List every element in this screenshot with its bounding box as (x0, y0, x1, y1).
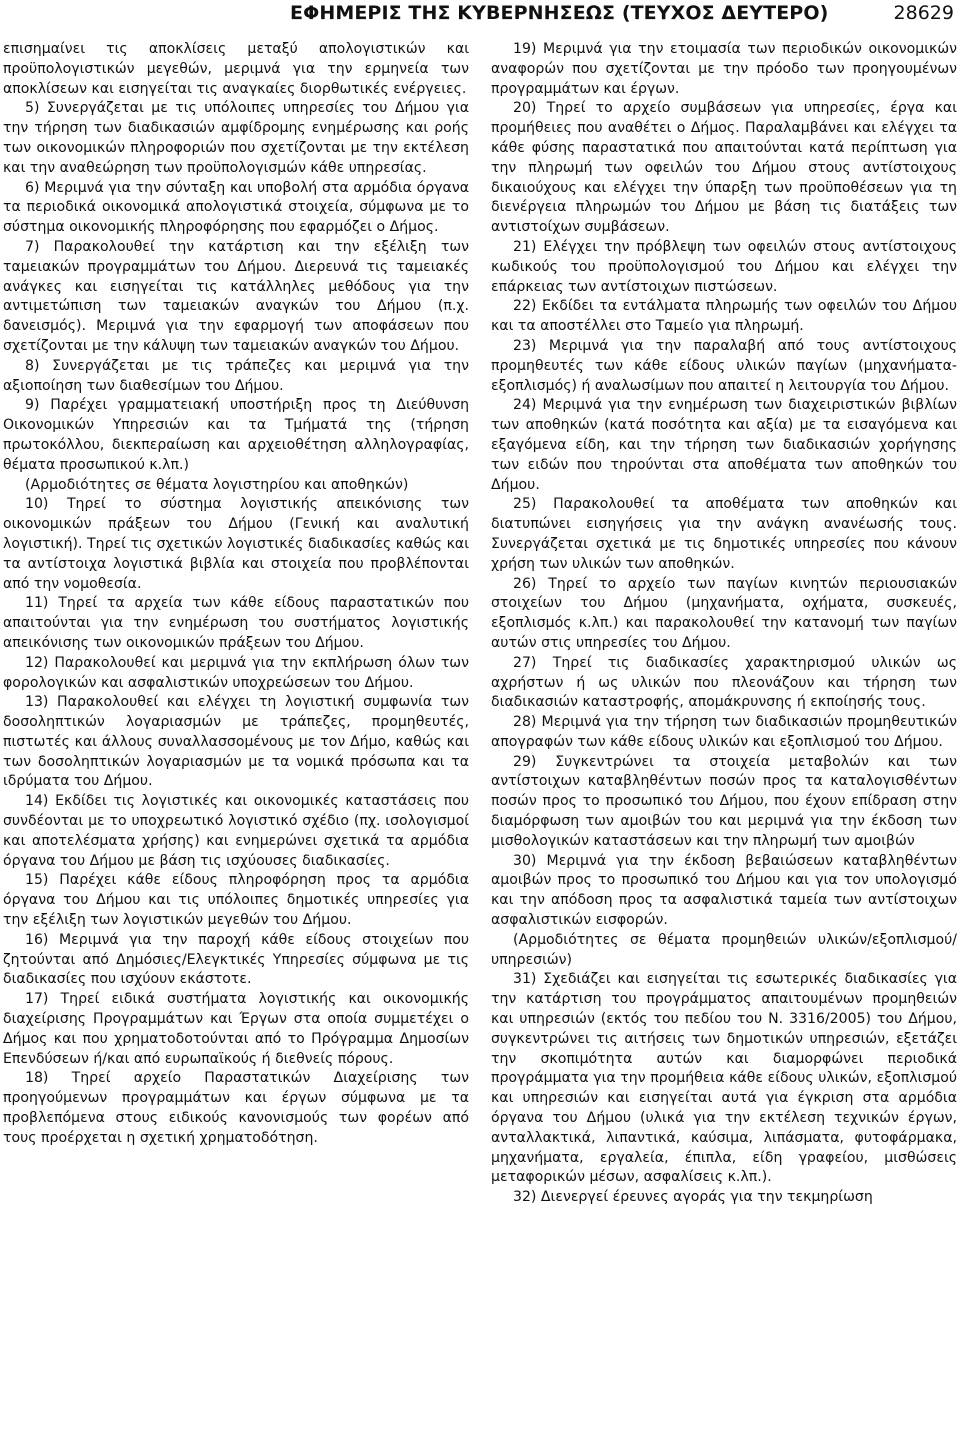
right-column (491, 40, 957, 1208)
paragraph: 29) Συγκεντρώνει τα στοιχεία μεταβολών και των αντίστοιχων καταβληθέντων ποσών προς τα καταλογισθέντων ποσών προς το προσωπικό του Δήμου, που έχουν επίδραση στην διαμόρφωση των αμοιβών του και μεριμνά για την έκδοση των μισθολογικών καταστάσεων και την πληρωμή των αμοιβών (491, 753, 957, 849)
paragraph: 13) Παρακολουθεί και ελέγχει τη λογιστική συμφωνία των δοσοληπτικών λογαριασμών με τράπεζες, προμηθευτές, πιστωτές και άλλους συναλλασσομένους με τον Δήμο, καθώς και των δοσοληπτικών λογαριασμών με τα νομικά πρόσωπα και τα ιδρύματα του Δήμου. (3, 694, 469, 790)
paragraph: 24) Μεριμνά για την ενημέρωση των διαχειριστικών βιβλίων των αποθηκών (κατά ποσότητα και αξία) με τα εισαγόμενα και εξαγόμενα είδη, και την τήρηση των διαδικασιών χορήγησης των ειδών που τηρούνται στα αποθέματα των αποθηκών του Δήμου. (491, 397, 957, 493)
paragraph: 15) Παρέχει κάθε είδους πληροφόρηση προς τα αρμόδια όργανα του Δήμου και τις υπόλοιπες δημοτικές υπηρεσίες για την εξέλιξη των λογιστικών μεγεθών του Δήμου. (3, 872, 469, 929)
paragraph: 22) Εκδίδει τα εντάλματα πληρωμής των οφειλών του Δήμου και τα αποστέλλει στο Ταμείο για πληρωμή. (491, 298, 957, 335)
paragraph: 10) Τηρεί το σύστημα λογιστικής απεικόνισης των οικονομικών πράξεων του Δήμου (Γενική και αναλυτική λογιστική). Τηρεί τις σχετικών λογιστικές διαδικασίες καθώς και τα αντίστοιχα λογιστικά βιβλία και στοιχεία που προβλέπονται από την νομοθεσία. (3, 496, 469, 592)
paragraph: 12) Παρακολουθεί και μεριμνά για την εκπλήρωση όλων των φορολογικών και ασφαλιστικών υποχρεώσεων του Δήμου. (3, 654, 469, 691)
paragraph: 31) Σχεδιάζει και εισηγείται τις εσωτερικές διαδικασίες για την κατάρτιση του προγράμματος απαιτουμένων προμηθειών και υπηρεσιών (εκτός του πεδίου του Ν. 3316/2005) του Δήμου, συγκεντρώνει τις αιτήσεις των δημοτικών υπηρεσιών, εξετάζει την σκοπιμότητα αυτών και διαμορφώνει περιοδικά προγράμματα για την προμήθεια κάθε είδους υλικών, εξοπλισμού και υπηρεσιών και εισηγείται αυτά για έγκριση στα αρμόδια όργανα του Δήμου (υλικά για την εκτέλεση τεχνικών έργων, ανταλλακτικά, λιπαντικά, καύσιμα, λιπάσματα, φυτοφάρμακα, μηχανήματα, εργαλεία, έπιπλα, είδη γραφείου, μισθώσεις μεταφορικών μέσων, ασφαλίσεις κ.λπ.). (491, 971, 957, 1186)
paragraph: 11) Τηρεί τα αρχεία των κάθε είδους παραστατικών που απαιτούνται για την ενημέρωση του συστήματος λογιστικής απεικόνισης των οικονομικών πράξεων του Δήμου. (3, 595, 469, 651)
page-number: 28629 (893, 2, 954, 24)
paragraph: 19) Μεριμνά για την ετοιμασία των περιοδικών οικονομικών αναφορών που σχετίζονται με την πρόοδο των προηγουμένων προγραμμάτων και έργων. (491, 41, 957, 97)
section-heading: (Αρμοδιότητες σε θέματα λογιστηρίου και αποθηκών) (25, 476, 409, 493)
paragraph: 30) Μεριμνά για την έκδοση βεβαιώσεων καταβληθέντων αμοιβών προς το προσωπικό του Δήμου και για τον υπολογισμό και την απόδοση προς τα ασφαλιστικά ταμεία των αντίστοιχων ασφαλιστικών εισφορών. (491, 852, 957, 929)
gazette-title: ΕΦΗΜΕΡΙΣ ΤΗΣ ΚΥΒΕΡΝΗΣΕΩΣ (ΤΕΥΧΟΣ ΔΕΥΤΕΡΟ) (290, 2, 829, 24)
paragraph: 23) Μεριμνά για την παραλαβή από τους αντίστοιχους προμηθευτές των κάθε είδους υλικών παγίων (μηχανήματα-εξοπλισμός) ή αναλωσίμων που απαιτεί η λειτουργία του Δήμου. (491, 337, 957, 394)
paragraph: 16) Μεριμνά για την παροχή κάθε είδους στοιχείων που ζητούνται από Δημόσιες/Ελεγκτικές Υπηρεσίες σύμφωνα με τις διαδικασίες που ισχύουν εκάστοτε. (3, 931, 469, 988)
paragraph: 6) Μεριμνά για την σύνταξη και υποβολή στα αρμόδια όργανα τα περιοδικά οικονομικά απολογιστικά στοιχεία, σύμφωνα με το σύστημα οικονομικής πληροφόρησης που εφαρμόζει ο Δήμος. (3, 179, 469, 236)
paragraph: 25) Παρακολουθεί τα αποθέματα των αποθηκών και διατυπώνει εισηγήσεις για την ανάγκη ανανέωσής τους. Συνεργάζεται σχετικά με τις δημοτικές υπηρεσίες που κάνουν χρήση των υλικών των αποθηκών. (491, 496, 957, 572)
paragraph: 26) Τηρεί το αρχείο των παγίων κινητών περιουσιακών στοιχείων του Δήμου (μηχανήματα, οχήματα, συσκευές, εξοπλισμός κ.λπ.) και παρακολουθεί την κατανομή των παγίων αυτών στις υπηρεσίες του Δήμου. (491, 575, 957, 651)
paragraph: 17) Τηρεί ειδικά συστήματα λογιστικής και οικονομικής διαχείρισης Προγραμμάτων και Έργων στα οποία συμμετέχει ο Δήμος και που χρηματοδοτούνται από το Πρόγραμμα Δημοσίων Επενδύσεων ή/και από ευρωπαϊκούς ή διεθνείς πόρους. (3, 991, 469, 1067)
paragraph: 20) Τηρεί το αρχείο συμβάσεων για υπηρεσίες, έργα και προμήθειες που αναθέτει ο Δήμος. Παραλαμβάνει και ελέγχει τα κάθε φύσης παραστατικά που απαιτούνται κατά περίπτωση για την πληρωμή των οφειλών του Δήμου στους αντίστοιχους δικαιούχους και ελέγχει την ύπαρξη των προϋποθέσεων για τη διενέργεια πληρωμών του Δήμου με βάση τις διατάξεις των αντιστοίχων συμβάσεων. (491, 100, 957, 236)
paragraph: 28) Μεριμνά για την τήρηση των διαδικασιών προμηθευτικών απογραφών των κάθε είδους υλικών και εξοπλισμού του Δήμου. (491, 714, 957, 750)
section-heading: (Αρμοδιότητες σε θέματα προμηθειών υλικών/εξοπλισμού/υπηρεσιών) (491, 931, 957, 968)
paragraph: 14) Εκδίδει τις λογιστικές και οικονομικές καταστάσεις που συνδέονται με το υποχρεωτικό λογιστικό σχέδιο (πχ. ισολογισμοί και αποτελέσματα χρήσης) και ενημερώνει σχετικά τα αρμόδια όργανα του Δήμου με βάση τις ισχύουσες διαδικασίες. (3, 793, 469, 869)
paragraph: 18) Τηρεί αρχείο Παραστατικών Διαχείρισης των προηγούμενων προγραμμάτων και έργων σύμφωνα με τα προβλεπόμενα στους ειδικούς κανονισμούς των φορέων από τους προέρχεται η σχετική χρηματοδότηση. (3, 1070, 469, 1146)
paragraph: 21) Ελέγχει την πρόβλεψη των οφειλών στους αντίστοιχους κωδικούς του προϋπολογισμού του Δήμου και ελέγχει την επάρκειας των αντίστοιχων πιστώσεων. (491, 238, 957, 295)
paragraph: 32) Διενεργεί έρευνες αγοράς για την τεκμηρίωση (513, 1189, 873, 1206)
page-header (0, 0, 960, 32)
paragraph: 8) Συνεργάζεται με τις τράπεζες και μεριμνά για την αξιοποίηση των διαθεσίμων του Δήμου. (3, 357, 469, 394)
paragraph: 7) Παρακολουθεί την κατάρτιση και την εξέλιξη των ταμειακών προγραμμάτων του Δήμου. Διερευνά τις ταμειακές ανάγκες και εισηγείται τις κατάλληλες μεθόδους για την αντιμετώπιση των ταμειακών αναγκών του Δήμου (π.χ. δανεισμός). Μεριμνά για την εφαρμογή των αποφάσεων που σχετίζονται με την κάλυψη των ταμειακών αναγκών του Δήμου. (3, 238, 469, 354)
paragraph: 9) Παρέχει γραμματειακή υποστήριξη προς τη Διεύθυνση Οικονομικών Υπηρεσιών και τα Τμήματά της (τήρηση πρωτοκόλλου, διεκπεραίωση και αρχειοθέτηση αλληλογραφίας, θέματα προσωπικού κ.λπ.) (3, 397, 469, 473)
left-column (3, 40, 469, 1149)
paragraph: 27) Τηρεί τις διαδικασίες χαρακτηρισμού υλικών ως αχρήστων ή ως υλικών που πλεονάζουν και τήρηση των διαδικασιών καταστροφής, απομάκρυνσης ή εκποίησής τους. (491, 654, 957, 711)
paragraph: 5) Συνεργάζεται με τις υπόλοιπες υπηρεσίες του Δήμου για την τήρηση των διαδικασιών αμφίδρομης ενημέρωσης και ροής των οικονομικών πληροφοριών που σχετίζονται με την εκτέλεση και την αναθεώρηση των προϋπολογισμών κάθε υπηρεσίας. (3, 100, 469, 176)
paragraph: επισημαίνει τις αποκλίσεις μεταξύ απολογιστικών και προϋπολογιστικών μεγεθών, μεριμνά για την ερμηνεία των αποκλίσεων και εισηγείται τις αναγκαίες διορθωτικές ενέργειες. (3, 41, 469, 97)
